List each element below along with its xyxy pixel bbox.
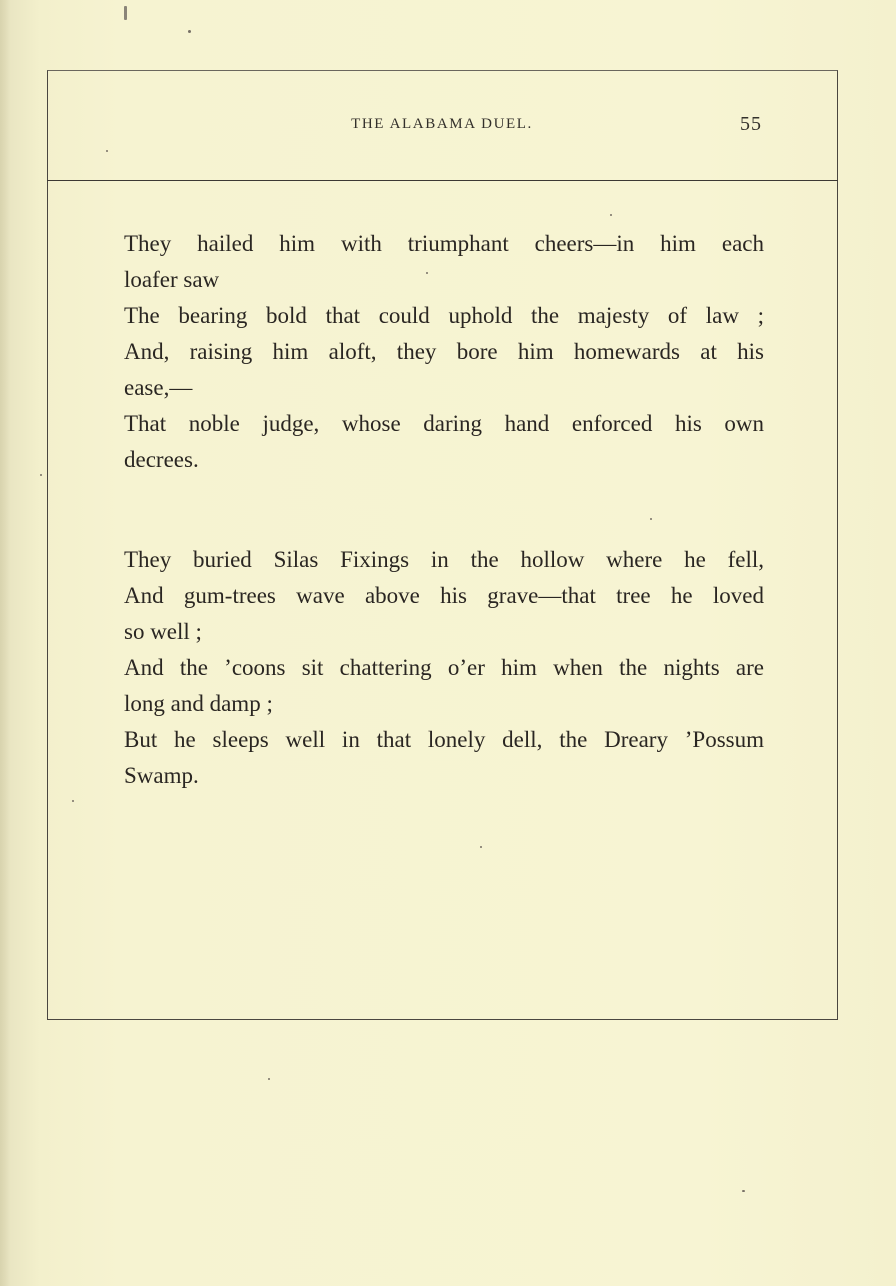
spine-shadow <box>0 0 10 1286</box>
header-rule <box>47 180 838 181</box>
verse-line-text: And the ’coons sit chattering o’er him when the nights are <box>124 655 764 680</box>
verse-line <box>124 650 764 722</box>
verse-line-text: And, raising him aloft, they bore him homewards at his <box>124 339 764 364</box>
verse-line <box>124 406 764 478</box>
verse-line-continuation: ease,— <box>124 375 193 400</box>
verse-line-continuation: so well ; <box>124 619 202 644</box>
paper-speck <box>124 6 127 20</box>
verse-line-text: That noble judge, whose daring hand enforced his own <box>124 411 764 436</box>
paper-speck <box>426 272 428 274</box>
verse-line <box>124 226 764 298</box>
verse-line-continuation: long and damp ; <box>124 691 273 716</box>
paper-speck <box>188 30 191 33</box>
verse-line <box>124 298 764 334</box>
paper-speck <box>610 214 612 216</box>
verse-line <box>124 578 764 650</box>
stanza-2 <box>124 542 764 794</box>
stanza-1 <box>124 226 764 478</box>
verse-line-continuation: Swamp. <box>124 763 199 788</box>
paper-speck <box>742 1190 745 1192</box>
verse-line-continuation: loafer saw <box>124 267 220 292</box>
verse-line <box>124 722 764 794</box>
running-head: THE ALABAMA DUEL. <box>351 116 533 132</box>
verse-line-text: They buried Silas Fixings in the hollow where he fell, <box>124 547 764 572</box>
verse-line-text: They hailed him with triumphant cheers—in him each <box>124 231 764 256</box>
verse-line-continuation: decrees. <box>124 447 199 472</box>
verse-line <box>124 542 764 578</box>
paper-speck <box>40 474 42 476</box>
paper-speck <box>650 518 652 520</box>
paper-speck <box>72 800 74 802</box>
paper-speck <box>268 1078 270 1080</box>
verse-line <box>124 334 764 406</box>
verse-line-text: The bearing bold that could uphold the majesty of law ; <box>124 303 764 328</box>
page-number: 55 <box>740 113 762 135</box>
paper-speck <box>480 846 482 848</box>
verse-line-text: And gum-trees wave above his grave—that tree he loved <box>124 583 764 608</box>
verse-line-text: But he sleeps well in that lonely dell, the Dreary ’Possum <box>124 727 764 752</box>
paper-speck <box>106 150 108 152</box>
